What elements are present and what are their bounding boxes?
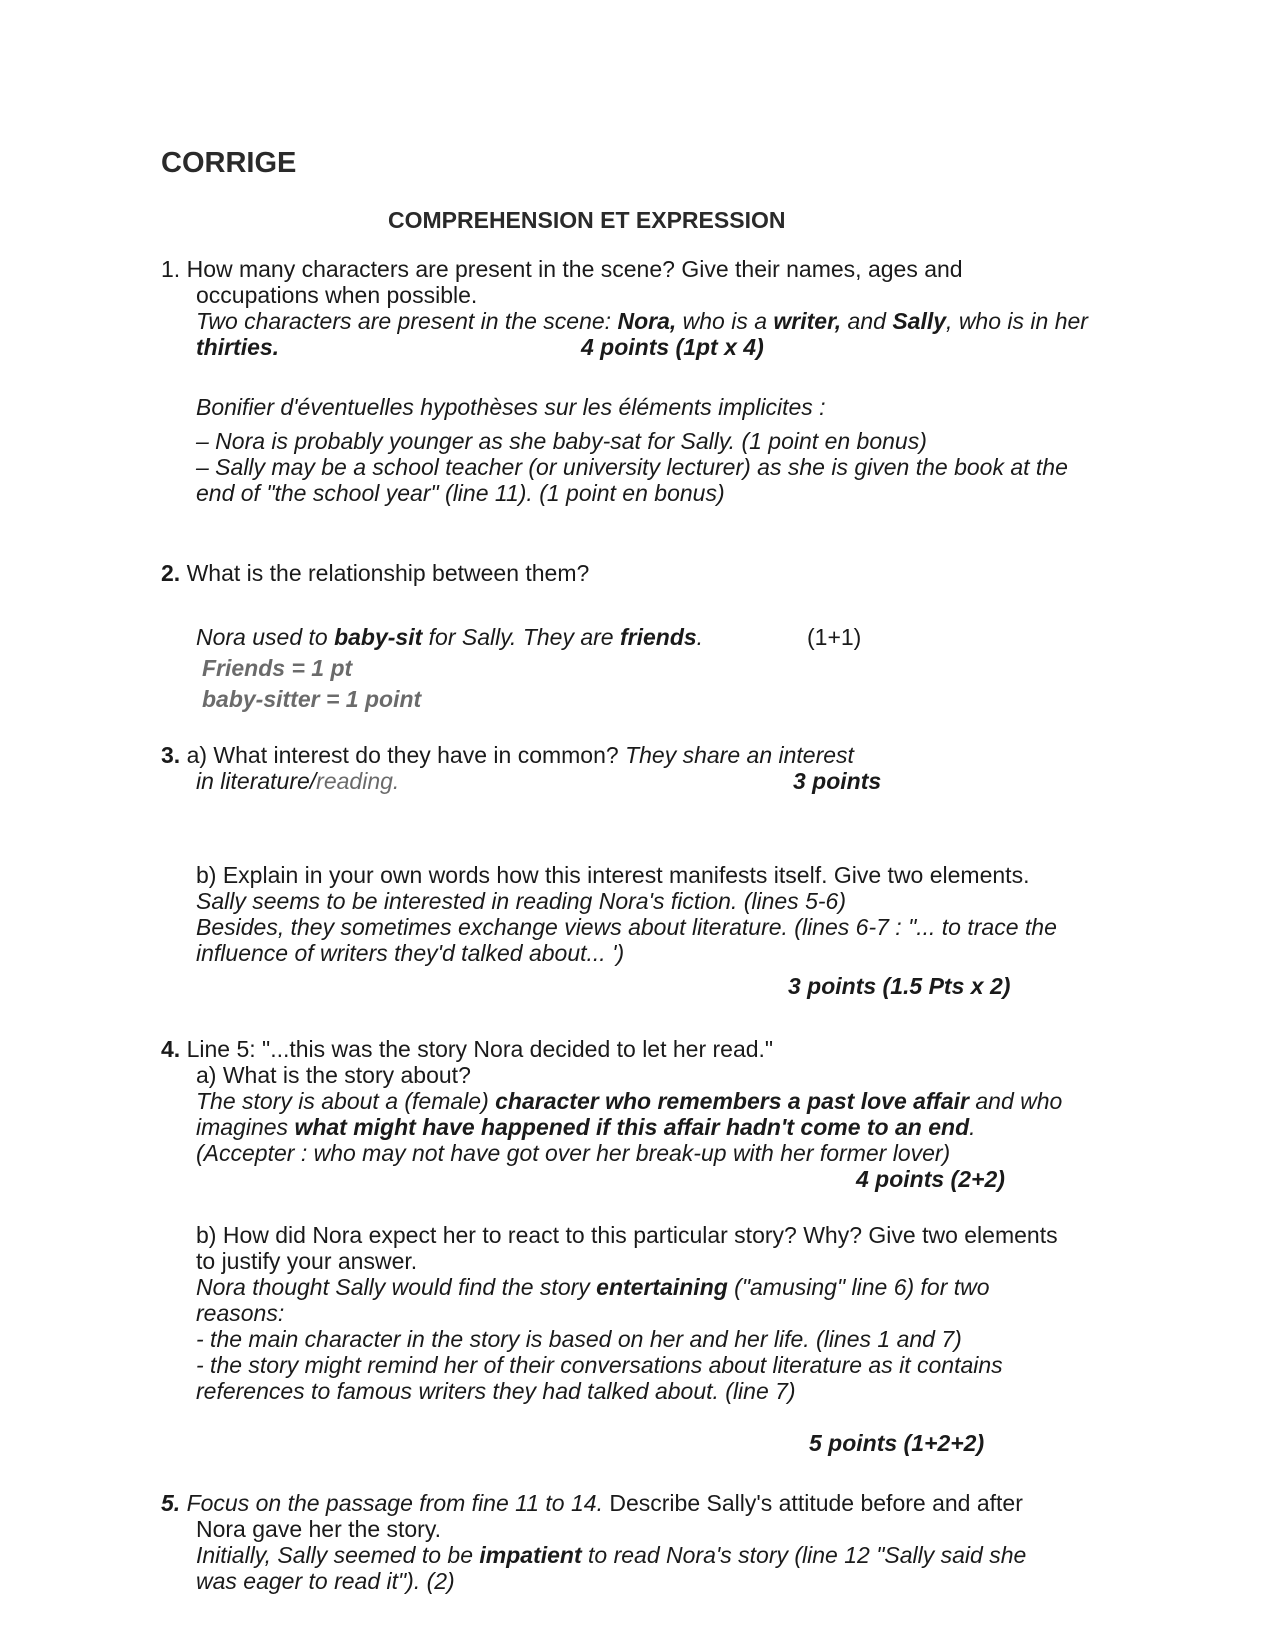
answer-text: They share an interest — [625, 742, 854, 768]
question-text: Describe Sally's attitude before and after — [602, 1490, 1023, 1516]
section-title: COMPREHENSION ET EXPRESSION — [388, 207, 786, 233]
answer-text: Initially, Sally seemed to be impatient to read Nora's story (line 12 "Sally said she — [196, 1542, 1027, 1568]
answer-text: Nora thought Sally would find the story entertaining ("amusing" line 6) for two — [196, 1274, 990, 1300]
question-4b — [196, 1222, 1058, 1404]
points-label: (1+1) — [807, 624, 862, 650]
answer-2 — [196, 624, 703, 712]
question-number: 3. — [161, 742, 181, 768]
question-text: Nora gave her the story. — [196, 1516, 442, 1542]
page-title: CORRIGE — [161, 147, 297, 179]
answer-text: influence of writers they'd talked about... ') — [196, 940, 625, 966]
answer-text: The story is about a (female) character who remembers a past love affair and who — [196, 1088, 1063, 1114]
bonus-item: – Sally may be a school teacher (or university lecturer) as she is given the book at the — [196, 454, 1068, 480]
bonus-item: end of "the school year" (line 11). (1 point en bonus) — [196, 480, 725, 506]
question-number: 5. — [161, 1490, 181, 1516]
question-5 — [161, 1490, 1026, 1594]
answer-text: was eager to read it"). (2) — [196, 1568, 455, 1594]
answer-text: reasons: — [196, 1300, 285, 1326]
points-label: 3 points — [793, 768, 882, 794]
grading-note: Friends = 1 pt — [202, 655, 353, 681]
points-label: 5 points (1+2+2) — [809, 1430, 985, 1456]
answer-text: - the main character in the story is based on her and her life. (lines 1 and 7) — [196, 1326, 962, 1352]
question-text: Line 5: "...this was the story Nora decided to let her read." — [186, 1036, 774, 1062]
question-focus: Focus on the passage from fine 11 to 14. — [186, 1490, 603, 1516]
answer-text: - the story might remind her of their conversations about literature as it contains — [196, 1352, 1003, 1378]
question-text: a) What is the story about? — [196, 1062, 471, 1088]
answer-text: (Accepter : who may not have got over her break-up with her former lover) — [196, 1140, 951, 1166]
answer-text: Nora used to baby-sit for Sally. They are friends. — [196, 624, 704, 650]
question-number: 4. — [161, 1036, 181, 1062]
bonus-intro: Bonifier d'éventuelles hypothèses sur les éléments implicites : — [196, 394, 826, 420]
grading-note: baby-sitter = 1 point — [202, 686, 422, 712]
question-4a — [196, 1062, 1062, 1166]
answer-text: references to famous writers they had talked about. (line 7) — [196, 1378, 796, 1404]
answer-text: Besides, they sometimes exchange views about literature. (lines 6-7 : "... to trace the — [196, 914, 1057, 940]
question-text: b) Explain in your own words how this interest manifests itself. Give two elements. — [196, 862, 1030, 888]
question-4 — [161, 1036, 773, 1062]
question-text: to justify your answer. — [196, 1248, 418, 1274]
question-number: 2. — [161, 560, 181, 586]
points-label: 4 points (1pt x 4) — [581, 334, 764, 360]
question-2 — [161, 560, 589, 586]
question-text: a) What interest do they have in common? — [186, 742, 626, 768]
bonus-item: – Nora is probably younger as she baby-sat for Sally. (1 point en bonus) — [196, 428, 927, 454]
answer-text: thirties. — [196, 334, 280, 360]
question-3b — [196, 862, 1057, 966]
points-label: 3 points (1.5 Pts x 2) — [788, 973, 1011, 999]
answer-text: in literature/reading. — [196, 768, 400, 794]
question-number: 1. — [161, 256, 181, 282]
answer-text: Two characters are present in the scene: Nora, who is a writer, and Sally, who is in her — [196, 308, 1088, 334]
question-text: What is the relationship between them? — [186, 560, 590, 586]
bonus-notes — [196, 394, 1068, 506]
question-text: b) How did Nora expect her to react to this particular story? Why? Give two elements — [196, 1222, 1058, 1248]
answer-text: imagines what might have happened if this affair hadn't come to an end. — [196, 1114, 976, 1140]
answer-text: Sally seems to be interested in reading Nora's fiction. (lines 5-6) — [196, 888, 846, 914]
question-text: occupations when possible. — [196, 282, 478, 308]
question-text: How many characters are present in the scene? Give their names, ages and — [186, 256, 963, 282]
points-label: 4 points (2+2) — [856, 1166, 1005, 1192]
question-3a — [161, 742, 854, 794]
